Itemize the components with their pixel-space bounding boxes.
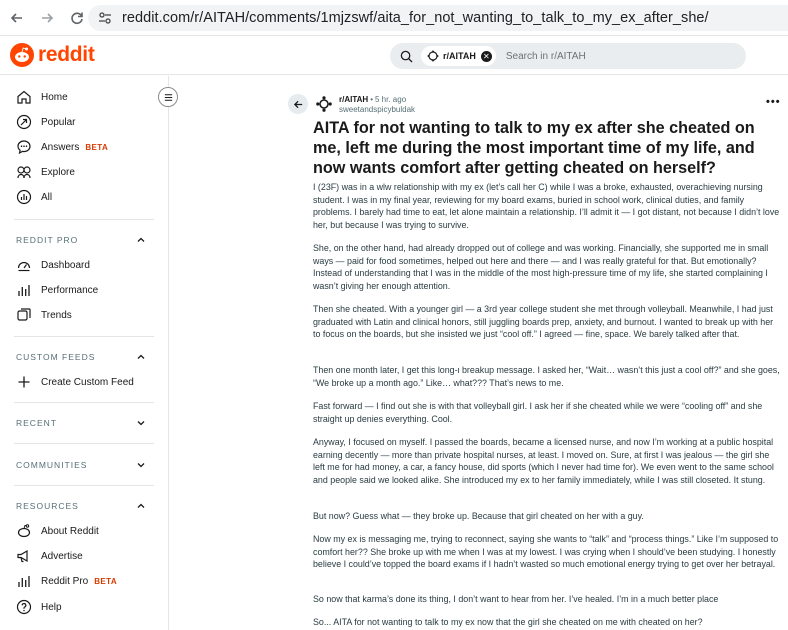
- logo-wordmark: reddit: [38, 43, 95, 66]
- popular-icon: [16, 114, 32, 130]
- subreddit-filter-chip[interactable]: [421, 46, 496, 66]
- sidebar-item-performance[interactable]: [16, 281, 98, 299]
- sidebar-item-reddit-pro[interactable]: [16, 572, 117, 590]
- post-meta: [339, 95, 406, 104]
- sidebar-item-help[interactable]: [16, 598, 62, 616]
- post-paragraph: Then one month later, I get this long-ι breakup message. I asked her, “Wait… wasn’t this just a cool off?” and she goes, “We broke up a month ago.” Like… what??? That’s news to me.: [313, 365, 780, 388]
- search-bar[interactable]: [390, 43, 746, 69]
- sidebar-item-dashboard[interactable]: [16, 256, 90, 274]
- reddit-logo[interactable]: [10, 43, 95, 67]
- post-paragraph: She, on the other hand, had already dropped out of college and was working. Financially, she supported me in small ways — paid for food sometimes, helped out here and there — and I was really grateful for that. But emotionally? Instead of understanding that I was in the middle of the most high-pressure time of my life, she started complaining I wasn’t giving her enough attention.: [313, 243, 769, 292]
- sidebar-item-label: Home: [41, 91, 68, 103]
- subreddit-icon: [427, 50, 439, 62]
- left-sidebar: [0, 76, 169, 630]
- home-icon: [16, 89, 32, 105]
- sidebar-item-popular[interactable]: [16, 113, 75, 131]
- section-title: CUSTOM FEEDS: [16, 352, 96, 362]
- sidebar-item-label: Explore: [41, 166, 75, 178]
- section-title: RECENT: [16, 418, 57, 428]
- more-options-icon[interactable]: •••: [766, 96, 781, 108]
- about-icon: [16, 523, 32, 539]
- beta-badge: BETA: [94, 576, 118, 586]
- post-title: AITA for not wanting to talk to my ex after she cheated on me, left me during the most important time of my life, and now wants comfort after getting cheated on herself?: [313, 119, 755, 177]
- post-paragraph: I (23F) was in a wlw relationship with my ex (let’s call her C) while I was a broke, exhausted, overachieving nursing student. I was in my final year, reviewing for my board exams, buried in school work, clinical duties, and family problems. I barely had time to eat, let alone maintain a relationship. I’ll admit it — I got distant, not because I didn’t love her, but because I was trying to survive.: [313, 182, 780, 231]
- sidebar-item-explore[interactable]: [16, 163, 75, 181]
- sidebar-item-create-custom-feed[interactable]: [16, 373, 134, 391]
- section-header-recent[interactable]: [16, 416, 146, 430]
- section-header-communities[interactable]: [16, 458, 146, 472]
- sidebar-item-label: Help: [41, 601, 62, 613]
- post-paragraph: Anyway, I focused on myself. I passed the boards, became a licensed nurse, and now I’m working at a public hospital earning decently — more than private hospital nurses, at least. I moved on. Sure, at first I was jealous — the girl she left me for had money, a car, a fancy house, did sports (which I never had time for). We even went to the same school and people said we looked alike. She introduced my ex to her family immediately, while I was still closeted. It stung.: [313, 437, 774, 486]
- clear-chip-icon[interactable]: ✕: [481, 51, 492, 62]
- section-header-reddit-pro[interactable]: [16, 233, 146, 247]
- arrow-left-icon: [293, 99, 304, 110]
- sidebar-item-answers[interactable]: [16, 138, 108, 156]
- all-icon: [16, 189, 32, 205]
- beta-badge: BETA: [85, 142, 109, 152]
- browser-toolbar: [0, 0, 788, 36]
- answers-icon: [16, 139, 32, 155]
- site-settings-icon[interactable]: [98, 11, 112, 25]
- explore-icon: [16, 164, 32, 180]
- reddit-pro-icon: [16, 573, 32, 589]
- forward-arrow-icon[interactable]: [34, 5, 60, 31]
- subreddit-avatar-icon[interactable]: [315, 95, 333, 113]
- sidebar-item-label: All: [41, 191, 53, 203]
- url-text[interactable]: reddit.com/r/AITAH/comments/1mjzswf/aita_for_not_wanting_to_talk_to_my_ex_after_she/: [122, 10, 709, 26]
- reload-icon[interactable]: [64, 5, 90, 31]
- sidebar-divider: [14, 485, 154, 486]
- help-icon: [16, 599, 32, 615]
- sidebar-item-label: Dashboard: [41, 259, 90, 271]
- section-header-custom-feeds[interactable]: [16, 350, 146, 364]
- chevron-up-icon: [136, 501, 146, 511]
- hamburger-icon: [163, 92, 174, 103]
- sidebar-divider: [14, 402, 154, 403]
- section-title: COMMUNITIES: [16, 460, 88, 470]
- chevron-down-icon: [136, 460, 146, 470]
- sidebar-item-advertise[interactable]: [16, 547, 83, 565]
- address-bar[interactable]: [88, 5, 788, 31]
- sidebar-item-label: Popular: [41, 116, 76, 128]
- sidebar-item-label: Advertise: [41, 550, 83, 562]
- search-icon: [400, 50, 413, 63]
- sidebar-item-home[interactable]: [16, 88, 68, 106]
- reddit-header: [0, 37, 788, 75]
- plus-icon: [16, 374, 32, 390]
- sidebar-item-label: Performance: [41, 284, 99, 296]
- post-author[interactable]: sweetandspicybuldak: [339, 105, 416, 114]
- sidebar-item-trends[interactable]: [16, 306, 72, 324]
- sidebar-divider: [14, 336, 154, 337]
- search-input[interactable]: Search in r/AITAH: [505, 50, 586, 62]
- section-header-resources[interactable]: [16, 499, 146, 513]
- sidebar-item-label: Trends: [41, 309, 72, 321]
- post-paragraph: So now that karma’s done its thing, I don’t want to hear from her. I’ve healed. I’m in a much better place: [313, 594, 719, 604]
- sidebar-divider: [14, 219, 154, 220]
- collapse-sidebar-button[interactable]: [158, 87, 178, 107]
- post-paragraph: But now? Guess what — they broke up. Because that girl cheated on her with a guy.: [313, 511, 644, 521]
- post-paragraph: Now my ex is messaging me, trying to reconnect, saying she wants to “talk” and “process things.” Like I’m supposed to comfort her?? She broke up with me when I was at my lowest. I was crying when I should’ve been studying. I honestly believe I could’ve topped the board exams if I hadn’t wasted so much emotional energy trying to get over her betrayal.: [313, 534, 779, 570]
- back-button[interactable]: [288, 94, 308, 114]
- sidebar-item-about-reddit[interactable]: [16, 522, 99, 540]
- meta-separator: •: [370, 95, 373, 104]
- chevron-up-icon: [136, 352, 146, 362]
- dashboard-icon: [16, 257, 32, 273]
- post-time: 5 hr. ago: [375, 95, 407, 104]
- sidebar-item-label: Reddit Pro: [41, 575, 89, 587]
- subreddit-link[interactable]: r/AITAH: [339, 95, 369, 104]
- section-title: RESOURCES: [16, 501, 79, 511]
- post-paragraph: Then she cheated. With a younger girl — a 3rd year college student she met through volleyball. Meanwhile, I had just graduated with Latin and clinical honors, still juggling boards prep, anxiety, and burnout. I wanted to break up with her to focus on the boards, but she insisted we just “cool off.” I agreed — fine, space. We barely talked after that.: [313, 304, 774, 340]
- sidebar-item-all[interactable]: [16, 188, 52, 206]
- post-paragraph: Fast forward — I find out she is with that volleyball girl. I ask her if she cheated while we were “cooling off” and she straight up denies everything. Cool.: [313, 401, 763, 424]
- trends-icon: [16, 307, 32, 323]
- performance-icon: [16, 282, 32, 298]
- snoo-icon: [10, 43, 34, 67]
- post-paragraph: So... AITA for not wanting to talk to my ex now that the girl she cheated on me with cheated on her?: [313, 617, 703, 627]
- section-title: REDDIT PRO: [16, 235, 79, 245]
- sidebar-item-label: Create Custom Feed: [41, 376, 134, 388]
- sidebar-divider: [14, 443, 154, 444]
- chevron-up-icon: [136, 235, 146, 245]
- chevron-down-icon: [136, 418, 146, 428]
- sidebar-item-label: Answers: [41, 141, 80, 153]
- chip-label: r/AITAH: [443, 51, 476, 61]
- advertise-icon: [16, 548, 32, 564]
- back-arrow-icon[interactable]: [4, 5, 30, 31]
- sidebar-item-label: About Reddit: [41, 525, 99, 537]
